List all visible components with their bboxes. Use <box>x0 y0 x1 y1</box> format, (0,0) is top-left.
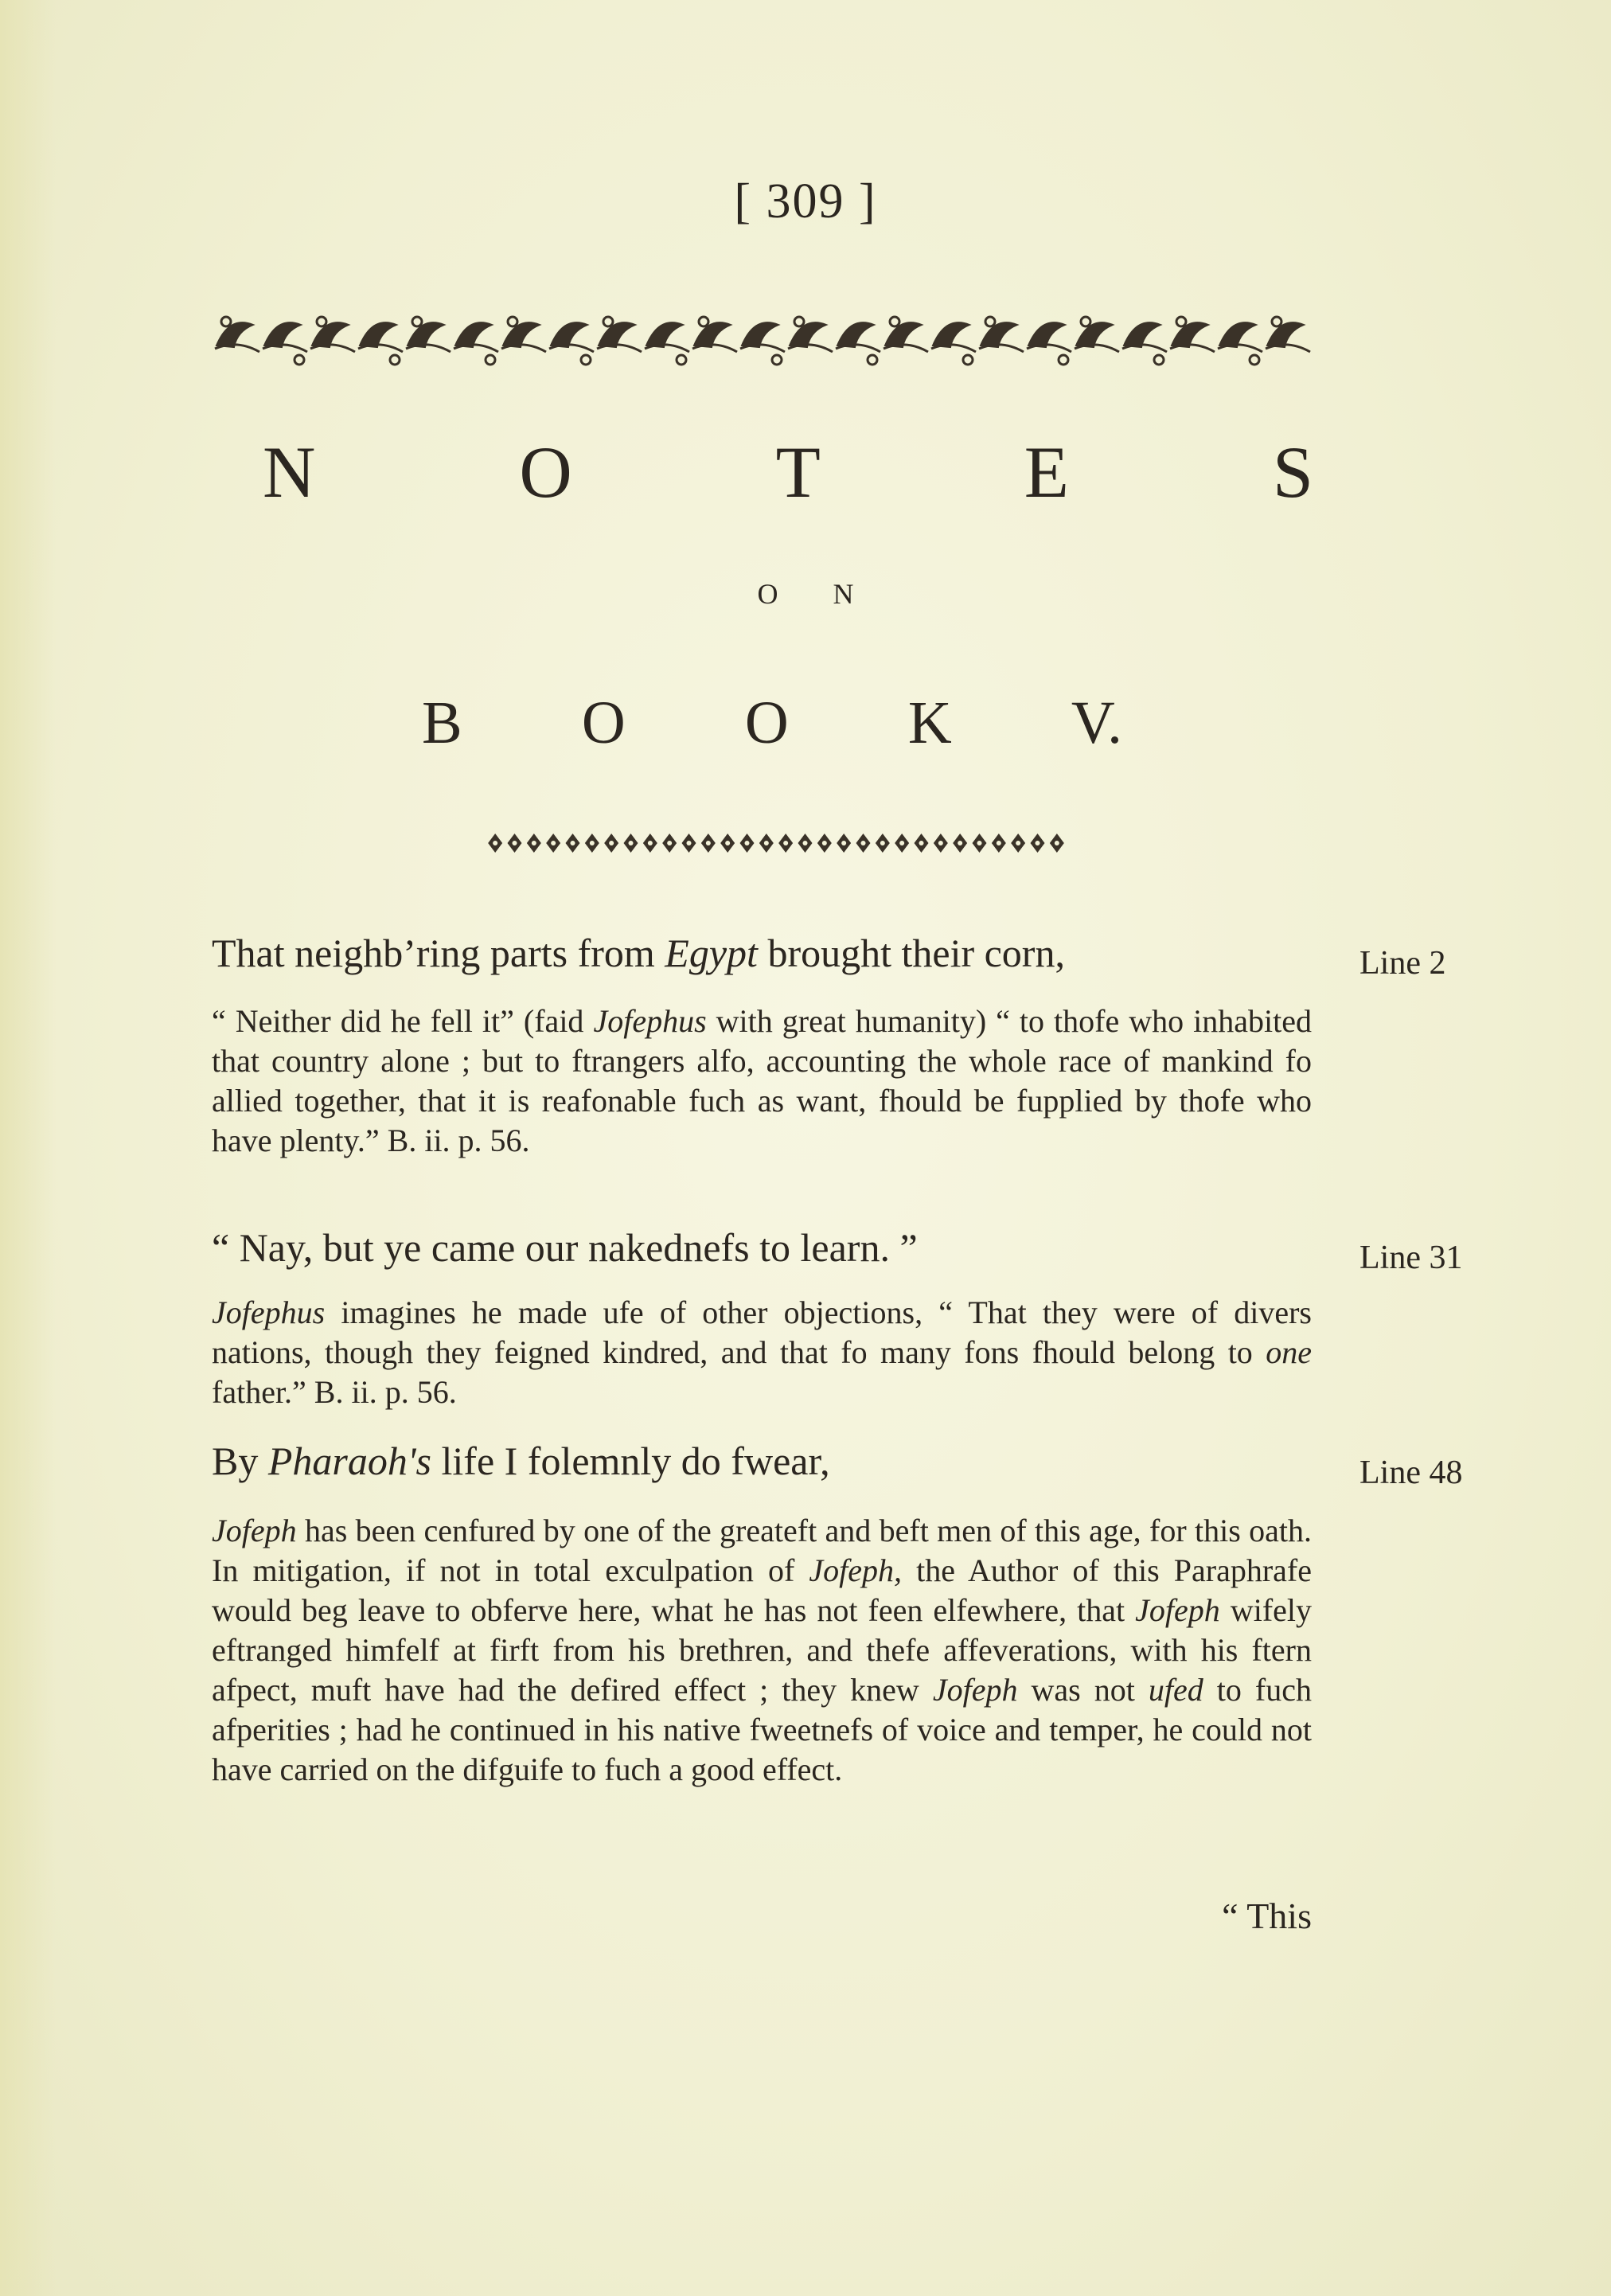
page-edge-shadow <box>0 0 56 2296</box>
verse-text: “ Nay, but ye came our nakednefs to learn. ” <box>212 1225 918 1270</box>
verse-line <box>212 1438 830 1484</box>
line-reference: Line 31 <box>1359 1240 1463 1276</box>
catchword: “ This <box>1222 1896 1312 1936</box>
title-letter: O <box>519 431 572 513</box>
title-letter: S <box>1272 431 1313 513</box>
note-paragraph: Jofeph has been cenfured by one of the greateft and beft men of this age, for this oath. In mitigation, if not in total exculpation of Jofeph, the Author of this Paraphrafe would beg leave to obferve here, what he has not feen elfewhere, that Jofeph wifely eftranged himfelf at firft from his brethren, and thefe affeverations, with his ftern afpect, muft have had the defired effect ; they knew Jofeph was not ufed to fuch afperities ; had he continued in his native fweetnefs of voice and temper, he could not have carried on the difguife to fuch a good effect. <box>212 1513 1313 1787</box>
floral-ornament-band <box>213 307 1312 371</box>
verse-line <box>212 930 1065 976</box>
title-letter: N <box>263 431 316 513</box>
verse-italic: Egypt <box>665 931 758 975</box>
line-reference: Line 48 <box>1359 1455 1463 1491</box>
title-letter: T <box>775 431 821 513</box>
title-on: O N <box>757 578 878 610</box>
ornamental-divider <box>486 832 1067 854</box>
page-number: [ 309 ] <box>734 174 877 228</box>
book-letter: B <box>422 689 462 756</box>
book-letter: O <box>581 689 626 756</box>
title-notes <box>263 430 1313 514</box>
verse-text-end: life I folemnly do fwear, <box>431 1439 830 1483</box>
verse-text: By <box>212 1439 268 1483</box>
book-letter: K <box>907 689 952 756</box>
title-book <box>422 689 1122 758</box>
note-paragraph: Jofephus imagines he made ufe of other objections, “ That they were of divers nations, though they feigned kindred, and that fo many fons fhould belong to one father.” B. ii. p. 56. <box>212 1294 1312 1410</box>
verse-italic: Pharaoh's <box>267 1439 432 1483</box>
title-letter: E <box>1024 431 1069 513</box>
book-letter: O <box>744 689 789 756</box>
verse-line <box>212 1224 918 1271</box>
line-reference: Line 2 <box>1359 945 1446 982</box>
book-letter: V. <box>1071 689 1122 756</box>
note-paragraph: “ Neither did he fell it” (faid Jofephus with great humanity) “ to thofe who inhabited that country alone ; but to ftrangers alfo, accounting the whole race of mankind fo allied together, that it is reafonable fuch as want, fhould be fupplied by thofe who have plenty.” B. ii. p. 56. <box>212 1003 1312 1158</box>
verse-text: That neighb’ring parts from <box>212 931 665 975</box>
verse-text-end: brought their corn, <box>757 931 1065 975</box>
